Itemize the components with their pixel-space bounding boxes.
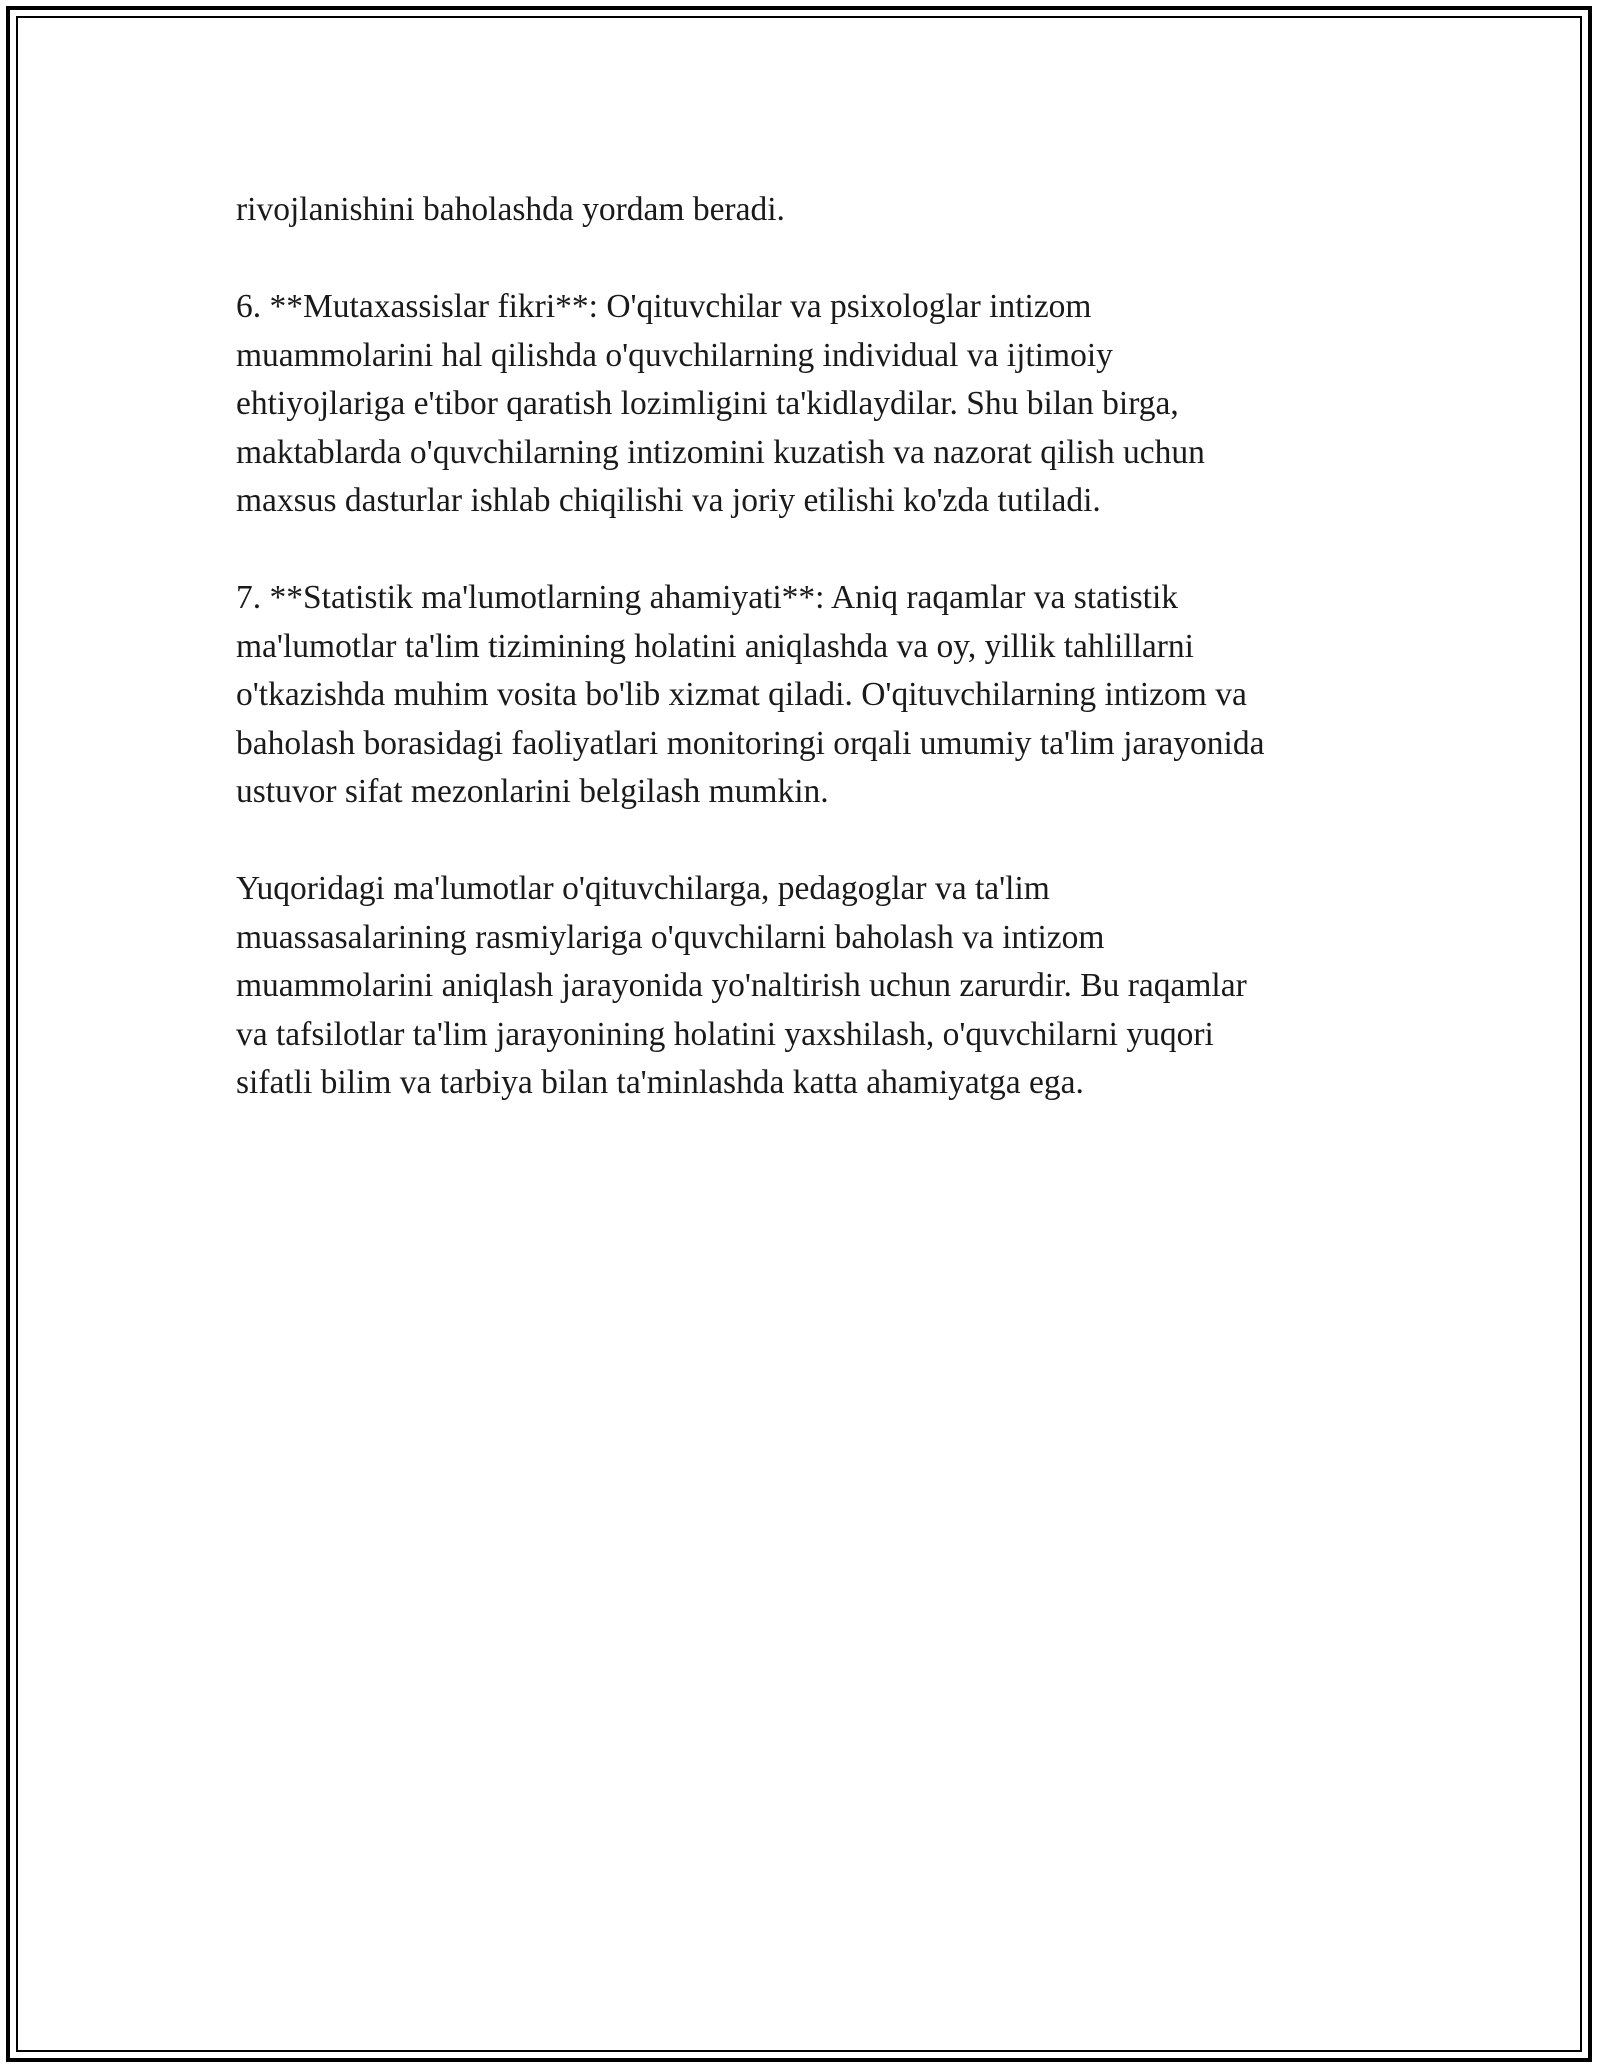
text-line: sifatli bilim va tarbiya bilan ta'minlashda katta ahamiyatga ega.	[236, 1064, 1084, 1101]
paragraph-statistics-importance	[236, 574, 1376, 817]
text-line: ustuvor sifat mezonlarini belgilash mumkin.	[236, 773, 829, 810]
text-line: o'tkazishda muhim vosita bo'lib xizmat qiladi. O'qituvchilarning intizom va	[236, 676, 1247, 713]
paragraph-conclusion	[236, 865, 1376, 1108]
document-body	[236, 186, 1376, 1156]
text-line: va tafsilotlar ta'lim jarayonining holatini yaxshilash, o'quvchilarni yuqori	[236, 1015, 1214, 1053]
text-line: ehtiyojlariga e'tibor qaratish lozimligini ta'kidlaydilar. Shu bilan birga,	[236, 385, 1179, 422]
paragraph-continuation	[236, 186, 1376, 235]
text-line: 6. **Mutaxassislar fikri**: O'qituvchilar va psixologlar intizom	[236, 288, 1092, 325]
text-line: muassasalarining rasmiylariga o'quvchilarni baholash va intizom	[236, 918, 1105, 956]
text-line: maxsus dasturlar ishlab chiqilishi va joriy etilishi ko'zda tutiladi.	[236, 482, 1101, 519]
text-line: ma'lumotlar ta'lim tizimining holatini aniqlashda va oy, yillik tahlillarni	[236, 627, 1194, 665]
text-line: Yuqoridagi ma'lumotlar o'qituvchilarga, pedagoglar va ta'lim	[236, 870, 1050, 907]
text-line: rivojlanishini baholashda yordam beradi.	[236, 191, 785, 228]
text-line: muammolarini aniqlash jarayonida yo'naltirish uchun zarurdir. Bu raqamlar	[236, 967, 1247, 1004]
text-line: muammolarini hal qilishda o'quvchilarning individual va ijtimoiy	[236, 336, 1113, 374]
text-line: baholash borasidagi faoliyatlari monitoringi orqali umumiy ta'lim jarayonida	[236, 724, 1265, 762]
paragraph-expert-opinion	[236, 283, 1376, 526]
text-line: 7. **Statistik ma'lumotlarning ahamiyati**: Aniq raqamlar va statistik	[236, 579, 1179, 616]
text-line: maktablarda o'quvchilarning intizomini kuzatish va nazorat qilish uchun	[236, 433, 1205, 471]
